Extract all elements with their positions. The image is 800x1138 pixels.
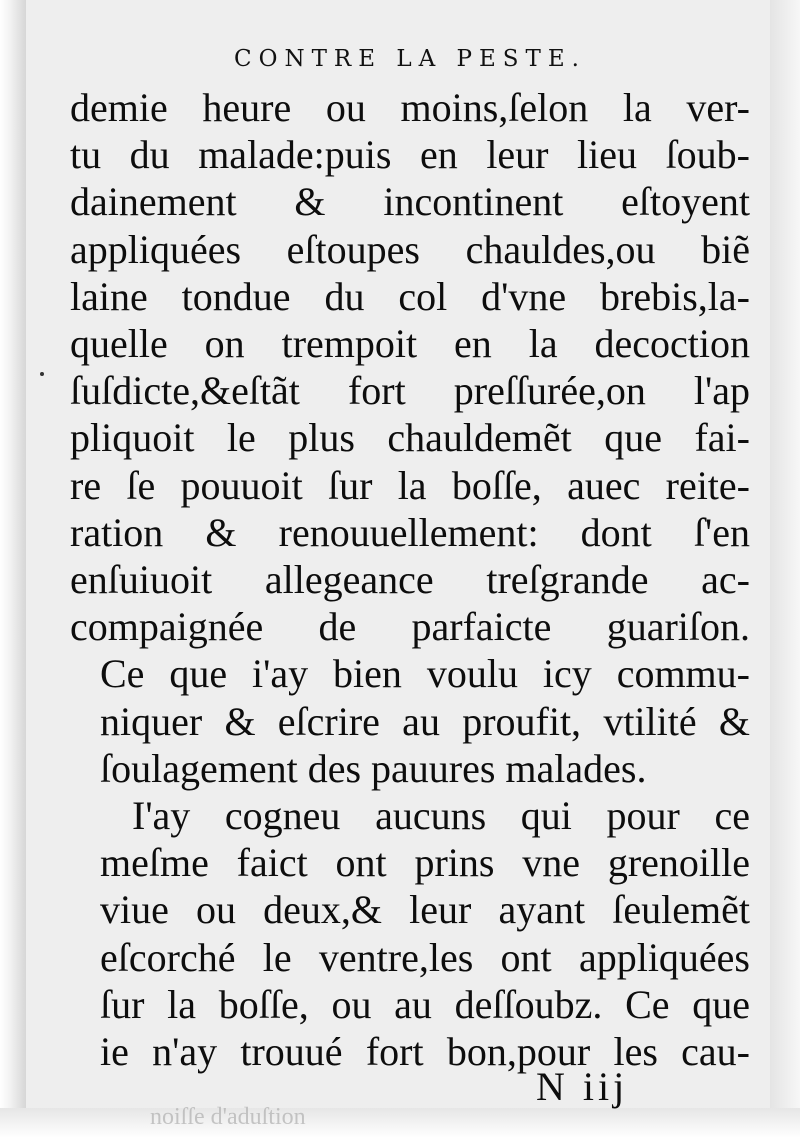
signature-mark: N iij <box>536 1064 629 1109</box>
text-line: enſuiuoit allegeance treſgrande ac- <box>70 557 750 603</box>
text-line: Ce que i'ay bien voulu icy commu- <box>100 651 750 697</box>
body-text <box>70 84 750 1075</box>
bleed-through-text: noiſſe d'aduſtion <box>150 1104 306 1130</box>
text-line: re ſe pouuoit ſur la boſſe, auec reite- <box>70 462 750 508</box>
text-line: pliquoit le plus chauldemẽt que fai- <box>70 415 750 461</box>
binding-shadow <box>0 0 26 1138</box>
text-line: demie heure ou moins,ſelon la ver- <box>70 85 750 130</box>
text-line: tu du malade:puis en leur lieu ſoub- <box>70 132 750 178</box>
ink-speck <box>40 372 44 376</box>
text-line: laine tondue du col d'vne brebis,la- <box>70 273 750 319</box>
text-line: viue ou deux,& leur ayant ſeulemẽt <box>100 887 750 933</box>
running-head: CONTRE LA PESTE. <box>234 46 586 72</box>
page-edge <box>770 0 800 1138</box>
text-line: dainement & incontinent eſtoyent <box>70 179 750 225</box>
text-line: niquer & eſcrire au proufit, vtilité & <box>100 698 750 744</box>
paragraph-first-line: I'ay cogneu aucuns qui pour ce <box>132 793 750 839</box>
text-line: compaignée de parfaicte guariſon. <box>70 604 750 650</box>
text-line: appliquées eſtoupes chauldes,ou biẽ <box>70 226 750 272</box>
text-line: ſoulagement des pauures malades. <box>100 745 647 791</box>
text-line: ie n'ay trouué fort bon,pour les cau- <box>100 1029 750 1075</box>
text-line: quelle on trempoit en la decoction <box>70 321 750 367</box>
text-line: eſcorché le ventre,les ont appliquées <box>100 934 750 980</box>
text-line: ſuſdicte,&eſtãt fort preſſurée,on l'ap <box>70 368 750 414</box>
text-line: meſme faict ont prins vne grenoille <box>100 840 750 886</box>
text-line: ſur la boſſe, ou au deſſoubz. Ce que <box>100 981 750 1027</box>
text-line: ration & renouuellement: dont ſ'en <box>70 509 750 555</box>
page-bottom-margin <box>0 1108 800 1138</box>
